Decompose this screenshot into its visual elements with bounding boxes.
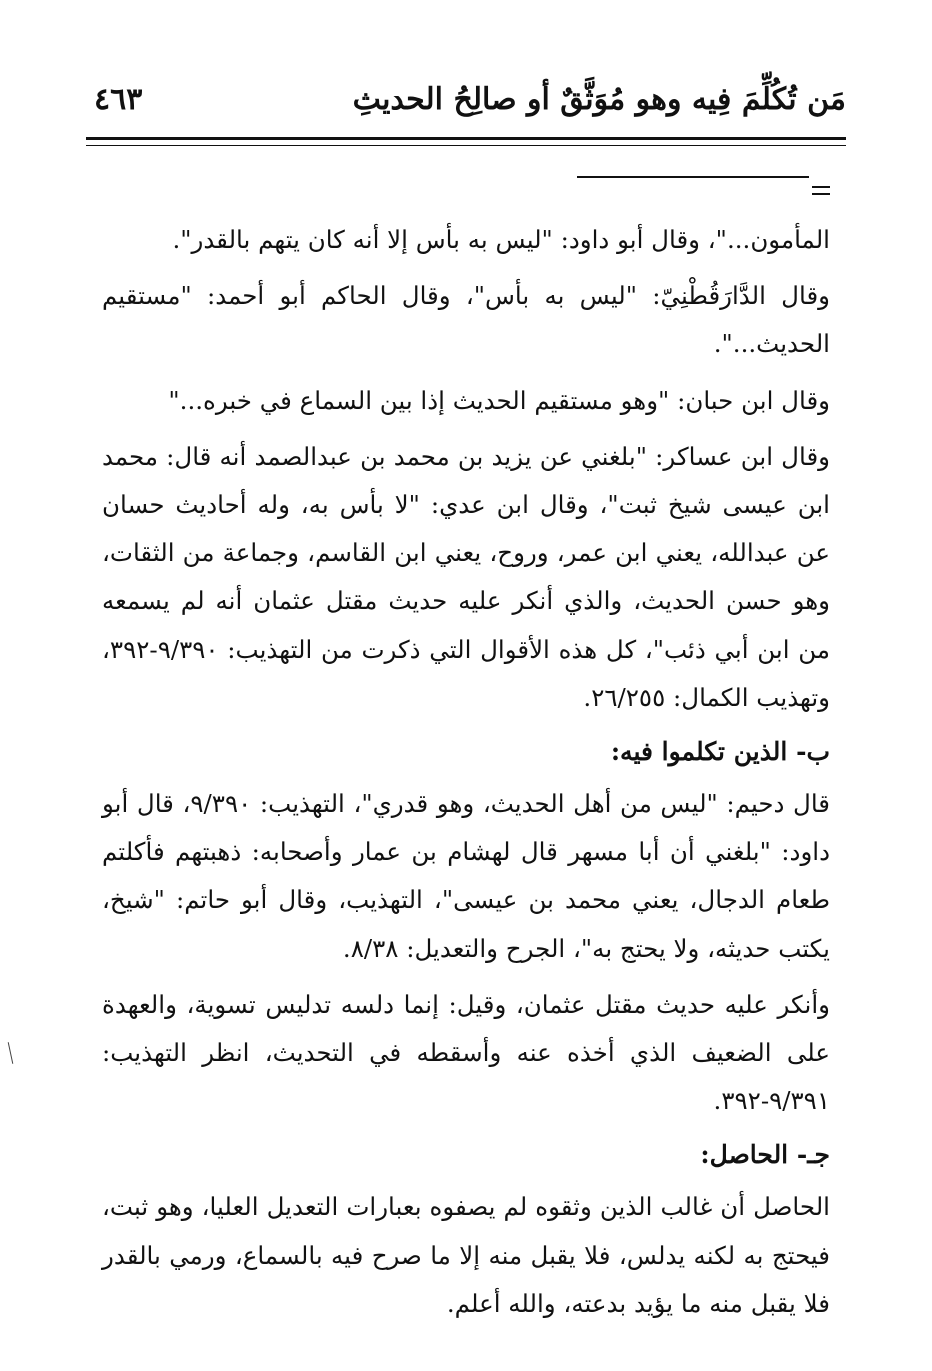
page-number: ٤٦٣ [94,82,143,117]
paragraph: وأنكر عليه حديث مقتل عثمان، وقيل: إنما دلسه تدليس تسوية، والعهدة على الضعيف الذي أخذه عنه وأسقطه في التحديث، انظر التهذيب: ٩/٣٩١-٣٩٢. [102,989,830,1116]
continuation-mark [812,186,830,195]
footnote-separator [577,176,809,178]
running-header [86,78,846,128]
section-heading-j: جـ- الحاصل: [700,1140,830,1170]
paragraph: الحاصل أن غالب الذين وثقوه لم يصفوه بعبارات التعديل العليا، وهو ثبت، فيحتج به لكنه يدلس، فلا يقبل منه إلا ما صرح فيه بالسماع، ورمي بالقدر فلا يقبل منه ما يؤيد بدعته، والله أعلم. [102,1192,830,1318]
header-rule-thin [86,145,846,146]
paragraph: المأمون..."، وقال أبو داود: "ليس به بأس إلا أنه كان يتهم بالقدر". [172,225,830,254]
paragraph: قال دحيم: "ليس من أهل الحديث، وهو قدري"، التهذيب: ٩/٣٩٠، قال أبو داود: "بلغني أن أبا مسهر قال لهشام بن عمار وأصحابه: ذهبتهم فأكلتم طعام الدجال، يعني محمد بن عيسى"، التهذيب، وقال أبو حاتم: "شيخ، يكتب حديثه، ولا يحتج به"، الجرح والتعديل: ٨/٣٨. [102,789,830,963]
paragraph: وقال الدَّارَقُطْنِيّ: "ليس به بأس"، وقال الحاكم أبو أحمد: "مستقيم الحديث...". [102,281,830,359]
header-rule-thick [86,137,846,140]
section-heading-b: ب- الذين تكلموا فيه: [610,737,830,767]
scan-margin-mark [8,1042,14,1064]
running-title: مَن تُكُلِّمَ فِيه وهو مُوَثَّقٌ أو صالِحُ الحديثِ [352,82,846,117]
body-text [102,216,830,1336]
paragraph: وقال ابن حبان: "وهو مستقيم الحديث إذا بين السماع في خبره..." [168,385,830,415]
paragraph: وقال ابن عساكر: "بلغني عن يزيد بن محمد بن عبدالصمد أنه قال: محمد ابن عيسى شيخ ثبت"، وقال ابن عدي: "لا بأس به، وله أحاديث حسان عن عبدالله، يعني ابن عمر، وروح، يعني ابن القاسم، وجماعة من الثقات، وهو حسن الحديث، والذي أنكر عليه حديث مقتل عثمان أنه لم يسمعه من ابن أبي ذئب"، كل هذه الأقوال التي ذكرت من التهذيب: ٩/٣٩٠-٣٩٢، وتهذيب الكمال: ٢٦/٢٥٥. [102,441,830,712]
